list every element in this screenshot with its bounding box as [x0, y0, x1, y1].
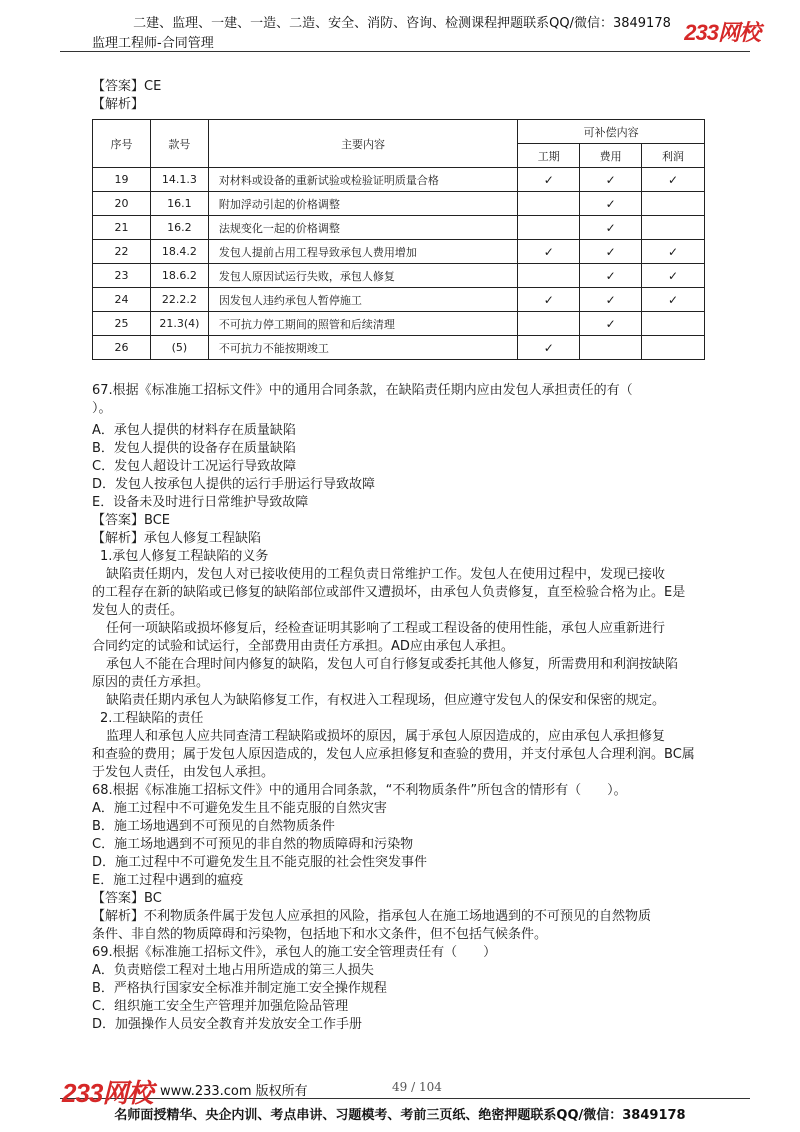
cell-seq: 23 — [93, 264, 151, 288]
text-line: 【解析】承包人修复工程缺陷 — [92, 531, 262, 546]
cell-cost-check: ✓ — [580, 168, 642, 192]
cell-content: 发包人提前占用工程导致承包人费用增加 — [208, 240, 517, 264]
footer-site: www.233.com 版权所有 — [160, 1084, 308, 1099]
cell-content: 法规变化一起的价格调整 — [208, 216, 517, 240]
text-line: A．承包人提供的材料存在质量缺陷 — [92, 423, 296, 438]
col-period: 工期 — [518, 144, 580, 168]
cell-content: 附加浮动引起的价格调整 — [208, 192, 517, 216]
cell-content: 对材料或设备的重新试验或检验证明质量合格 — [208, 168, 517, 192]
cell-cost-check: ✓ — [580, 288, 642, 312]
footer-bottom-line: 名师面授精华、央企内训、考点串讲、习题模考、考前三页纸、绝密押题联系QQ/微信：3849178 — [114, 1108, 686, 1123]
intro-analysis: 【解析】 — [92, 97, 145, 112]
intro-answer: 【答案】CE — [92, 79, 162, 94]
text-line: 67.根据《标准施工招标文件》中的通用合同条款，在缺陷责任期内应由发包人承担责任的有（ — [92, 383, 633, 398]
text-line: B．发包人提供的设备存在质量缺陷 — [92, 441, 296, 456]
cell-period-check: ✓ — [518, 240, 580, 264]
text-line: E．设备未及时进行日常维护导致故障 — [92, 495, 309, 510]
text-line: B．严格执行国家安全标准并制定施工安全操作规程 — [92, 981, 387, 996]
cell-profit-check — [642, 216, 705, 240]
text-line: 69.根据《标准施工招标文件》，承包人的施工安全管理责任有（ ） — [92, 945, 497, 960]
table-row — [93, 312, 705, 336]
cell-content: 不可抗力不能按期竣工 — [208, 336, 517, 360]
cell-period-check — [518, 312, 580, 336]
cell-profit-check: ✓ — [642, 264, 705, 288]
text-line: ）。 — [92, 401, 112, 416]
cell-period-check: ✓ — [518, 288, 580, 312]
cell-seq: 22 — [93, 240, 151, 264]
cell-profit-check: ✓ — [642, 168, 705, 192]
cell-profit-check — [642, 336, 705, 360]
cell-clause: 18.4.2 — [150, 240, 208, 264]
cell-cost-check — [580, 336, 642, 360]
footer-logo: 233网校 — [62, 1078, 153, 1108]
text-line: 于发包人责任，由发包人承担。 — [92, 765, 275, 780]
text-line: A．负责赔偿工程对土地占用所造成的第三人损失 — [92, 963, 374, 978]
cell-seq: 25 — [93, 312, 151, 336]
cell-period-check — [518, 216, 580, 240]
table-row — [93, 168, 705, 192]
compensation-table — [92, 119, 705, 360]
text-line: 【答案】BC — [92, 891, 162, 906]
cell-seq: 26 — [93, 336, 151, 360]
brand-logo: 233网校 — [684, 20, 760, 45]
cell-content: 不可抗力停工期间的照管和后续清理 — [208, 312, 517, 336]
text-line: D．发包人按承包人提供的运行手册运行导致故障 — [92, 477, 376, 492]
cell-clause: 14.1.3 — [150, 168, 208, 192]
cell-content: 因发包人违约承包人暂停施工 — [208, 288, 517, 312]
text-line: 承包人不能在合理时间内修复的缺陷，发包人可自行修复或委托其他人修复，所需费用和利润按缺陷 — [106, 657, 679, 672]
cell-clause: 16.1 — [150, 192, 208, 216]
cell-profit-check: ✓ — [642, 240, 705, 264]
text-line: C．发包人超设计工况运行导致故障 — [92, 459, 297, 474]
cell-clause: 18.6.2 — [150, 264, 208, 288]
text-line: B．施工场地遇到不可预见的自然物质条件 — [92, 819, 335, 834]
text-line: 的工程存在新的缺陷或已修复的缺陷部位或部件又遭损坏，由承包人负责修复，直至检验合格为止。E是 — [92, 585, 686, 600]
col-cost: 费用 — [580, 144, 642, 168]
text-line: C．施工场地遇到不可预见的非自然的物质障碍和污染物 — [92, 837, 414, 852]
cell-seq: 24 — [93, 288, 151, 312]
cell-content: 发包人原因试运行失败，承包人修复 — [208, 264, 517, 288]
table-row — [93, 240, 705, 264]
header-subtitle: 监理工程师-合同管理 — [92, 36, 214, 51]
col-compensable: 可补偿内容 — [518, 120, 705, 144]
text-line: 缺陷责任期内，发包人对已接收使用的工程负责日常维护工作。发包人在使用过程中，发现已接收 — [106, 567, 666, 582]
cell-seq: 19 — [93, 168, 151, 192]
header-rule — [60, 51, 750, 52]
text-line: 2.工程缺陷的责任 — [100, 711, 204, 726]
cell-profit-check — [642, 312, 705, 336]
col-clause: 款号 — [150, 120, 208, 168]
cell-cost-check: ✓ — [580, 216, 642, 240]
cell-profit-check: ✓ — [642, 288, 705, 312]
text-line: C．组织施工安全生产管理并加强危险品管理 — [92, 999, 349, 1014]
header-top-line: 二建、监理、一建、一造、二造、安全、消防、咨询、检测课程押题联系QQ/微信：3849178 — [133, 16, 671, 31]
text-line: 68.根据《标准施工招标文件》中的通用合同条款，“不利物质条件”所包含的情形有（ ）。 — [92, 783, 627, 798]
page-number: 49 / 104 — [392, 1080, 442, 1094]
cell-clause: 22.2.2 — [150, 288, 208, 312]
text-line: 任何一项缺陷或损坏修复后，经检查证明其影响了工程或工程设备的使用性能，承包人应重新进行 — [106, 621, 666, 636]
table-row — [93, 216, 705, 240]
text-line: D．施工过程中不可避免发生且不能克服的社会性突发事件 — [92, 855, 428, 870]
table-row — [93, 192, 705, 216]
text-line: D．加强操作人员安全教育并发放安全工作手册 — [92, 1017, 363, 1032]
cell-cost-check: ✓ — [580, 192, 642, 216]
cell-cost-check: ✓ — [580, 264, 642, 288]
cell-period-check: ✓ — [518, 336, 580, 360]
cell-period-check — [518, 192, 580, 216]
cell-profit-check — [642, 192, 705, 216]
col-profit: 利润 — [642, 144, 705, 168]
text-line: A．施工过程中不可避免发生且不能克服的自然灾害 — [92, 801, 387, 816]
table-row — [93, 288, 705, 312]
text-line: 合同约定的试验和试运行，全部费用由责任方承担。AD应由承包人承担。 — [92, 639, 514, 654]
cell-period-check: ✓ — [518, 168, 580, 192]
text-line: 缺陷责任期内承包人为缺陷修复工作，有权进入工程现场，但应遵守发包人的保安和保密的规定。 — [106, 693, 666, 708]
cell-seq: 20 — [93, 192, 151, 216]
watermark: ​ — [295, 422, 305, 428]
table-row — [93, 336, 705, 360]
text-line: 【答案】BCE — [92, 513, 170, 528]
cell-cost-check: ✓ — [580, 312, 642, 336]
table-row — [93, 264, 705, 288]
cell-period-check — [518, 264, 580, 288]
cell-cost-check: ✓ — [580, 240, 642, 264]
text-line: 和查验的费用；属于发包人原因造成的，发包人应承担修复和查验的费用，并支付承包人合理利润。BC属 — [92, 747, 695, 762]
text-line: E．施工过程中遇到的瘟疫 — [92, 873, 244, 888]
col-seq: 序号 — [93, 120, 151, 168]
cell-clause: 16.2 — [150, 216, 208, 240]
text-line: 发包人的责任。 — [92, 603, 184, 618]
cell-clause: 21.3(4) — [150, 312, 208, 336]
text-line: 条件、非自然的物质障碍和污染物，包括地下和水文条件，但不包括气候条件。 — [92, 927, 548, 942]
cell-clause: (5) — [150, 336, 208, 360]
text-line: 监理人和承包人应共同查清工程缺陷或损坏的原因，属于承包人原因造成的，应由承包人承担修复 — [106, 729, 666, 744]
col-content: 主要内容 — [208, 120, 517, 168]
cell-seq: 21 — [93, 216, 151, 240]
text-line: 1.承包人修复工程缺陷的义务 — [100, 549, 269, 564]
text-line: 【解析】不利物质条件属于发包人应承担的风险，指承包人在施工场地遇到的不可预见的自然物质 — [92, 909, 652, 924]
text-line: 原因的责任方承担。 — [92, 675, 210, 690]
